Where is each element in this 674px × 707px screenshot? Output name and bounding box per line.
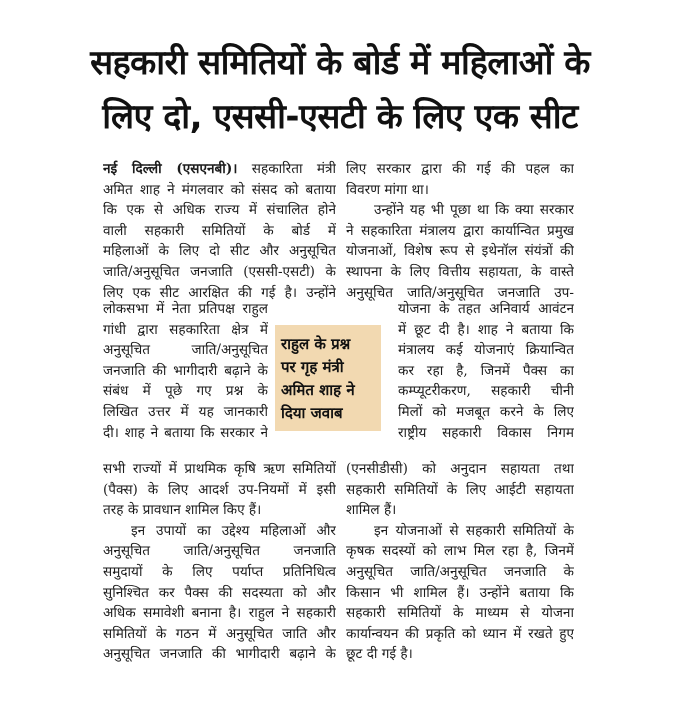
article-line: राष्ट्रीय सहकारी विकास निगम	[398, 424, 574, 441]
article-line: अनुसूचित जाति/अनुसूचित जनजाति	[103, 543, 336, 560]
article-column-right-bottom	[346, 459, 574, 665]
article-line: कि एक से अधिक राज्य में संचालित होने	[103, 202, 336, 219]
article-line: जनजाति की भागीदारी बढ़ाने के	[103, 362, 268, 379]
article-line: महिलाओं के लिए दो सीट और अनुसूचित	[103, 243, 336, 260]
headline	[40, 36, 640, 144]
article-line: जाति/अनुसूचित जनजाति (एससी-एसटी) के	[103, 263, 336, 280]
article-line: मंत्रालय कई योजनाएं क्रियान्वित	[398, 342, 574, 359]
article-line: समुदायों के लिए पर्याप्त प्रतिनिधित्व	[103, 563, 336, 580]
article-line: सुनिश्चित कर पैक्स की सदस्यता को और	[103, 584, 336, 601]
article-text: सहकारिता मंत्री	[251, 161, 336, 177]
article-column-right-narrow	[398, 299, 574, 443]
article-line: लिए सरकार द्वारा की गई की पहल का	[346, 161, 574, 177]
pull-quote-box	[275, 325, 381, 431]
article-line: सहकारी समितियों के लिए आईटी सहायता	[346, 481, 574, 498]
article-line: लोकसभा में नेता प्रतिपक्ष राहुल	[103, 301, 268, 317]
article-line: (पैक्स) के लिए आदर्श उप-नियमों में इसी	[103, 481, 336, 498]
article-column-left-narrow	[103, 299, 268, 443]
article-line: इन योजनाओं से सहकारी समितियों के	[374, 522, 574, 539]
article-line: कार्यान्वयन की प्रकृति को ध्यान में रखते हुए	[346, 625, 574, 642]
article-line: योजनाओं, विशेष रूप से इथेनॉल संयंत्रों की	[346, 243, 574, 260]
pull-quote-line: पर गृह मंत्री	[281, 358, 344, 376]
article-line: अमित शाह ने मंगलवार को संसद को बताया	[103, 181, 336, 198]
article-line: इन उपायों का उद्देश्य महिलाओं और	[131, 522, 336, 539]
article-line: अनुसूचित जनजाति की भागीदारी बढ़ाने के	[103, 646, 336, 663]
article-line: स्थापना के लिए वित्तीय सहायता, के वास्ते	[346, 263, 574, 280]
pull-quote-line: राहुल के प्रश्न	[281, 335, 351, 353]
article-line: अनुसूचित जाति/अनुसूचित	[103, 342, 268, 359]
article-line: संबंध में पूछे गए प्रश्न के	[103, 383, 268, 400]
article-line: अनुसूचित जाति/अनुसूचित जनजाति के	[346, 563, 574, 580]
article-line: उन्होंने यह भी पूछा था कि क्या सरकार	[374, 202, 574, 219]
article-column-right-top	[346, 159, 574, 303]
headline-line-1: सहकारी समितियों के बोर्ड में महिलाओं के	[90, 43, 590, 83]
article-line: लिए एक सीट आरक्षित की गई है। उन्होंने	[103, 284, 336, 301]
article-line: किसान भी शामिल हैं। उन्होंने बताया कि	[346, 584, 574, 601]
article-line: तरह के प्रावधान शामिल किए हैं।	[103, 502, 262, 519]
dateline: नई दिल्ली (एसएनबी)।	[103, 161, 238, 177]
article-line: अनुसूचित जाति/अनुसूचित जनजाति उप-	[346, 284, 574, 301]
article-column-left-top	[103, 159, 336, 303]
article-line: गांधी द्वारा सहकारिता क्षेत्र में	[103, 321, 268, 338]
article-line: विवरण मांगा था।	[346, 181, 429, 198]
article-line: लिखित उत्तर में यह जानकारी	[103, 403, 268, 420]
article-line: समितियों के गठन में अनुसूचित जाति और	[103, 625, 336, 642]
article-line	[103, 159, 336, 180]
article-line: कर रहा है, जिनमें पैक्स का	[398, 362, 574, 379]
article-line: शामिल हैं।	[346, 502, 397, 519]
article-line: कम्प्यूटरीकरण, सहकारी चीनी	[398, 383, 574, 400]
article-line: अधिक समावेशी बनाना है। राहुल ने सहकारी	[103, 605, 336, 622]
article-line: (एनसीडीसी) को अनुदान सहायता तथा	[346, 461, 574, 477]
article-line: सभी राज्यों में प्राथमिक कृषि ऋण समितियों	[103, 461, 336, 477]
article-line: योजना के तहत अनिवार्य आवंटन	[398, 301, 574, 317]
pull-quote-line: अमित शाह ने	[281, 381, 355, 399]
article-line: छूट दी गई है।	[346, 646, 413, 663]
headline-line-2: लिए दो, एससी-एसटी के लिए एक सीट	[102, 97, 578, 137]
article-line: में छूट दी है। शाह ने बताया कि	[398, 321, 574, 338]
pull-quote-line: दिया जवाब	[281, 404, 343, 422]
article-line: वाली सहकारी समितियों के बोर्ड में	[103, 222, 336, 239]
article-line: ने सहकारिता मंत्रालय द्वारा कार्यान्वित प्रमुख	[346, 222, 574, 239]
article-line: कृषक सदस्यों को लाभ मिल रहा है, जिनमें	[346, 543, 574, 560]
article-line: दी। शाह ने बताया कि सरकार ने	[103, 424, 268, 441]
article-line: सहकारी समितियों के माध्यम से योजना	[346, 605, 574, 622]
article-line: मिलों को मजबूत करने के लिए	[398, 403, 574, 420]
article-column-left-bottom	[103, 459, 336, 665]
